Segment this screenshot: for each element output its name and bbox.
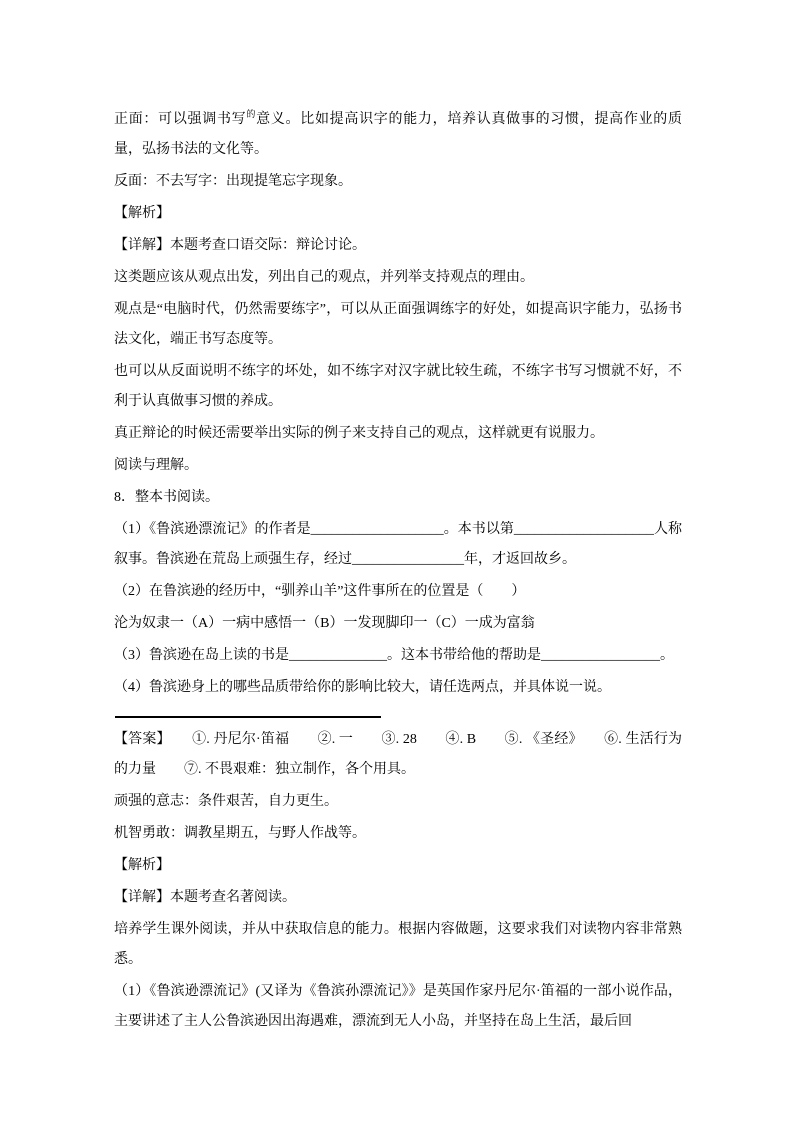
analysis1-paragraph-1: 这类题应该从观点出发，列出自己的观点，并列举支持观点的理由。 [114, 270, 534, 285]
question8-part1: （1）《鲁滨逊漂流记》的作者是___________________。本书以第____________________人称叙事。鲁滨逊在荒岛上顽强生存，经过________________年，才返回故乡。 [114, 522, 682, 567]
debate-front-text-rest: 意义。比如提高识字的能力，培养认真做事的习惯，提高作业的质量，弘扬书法的文化等。 [114, 112, 682, 157]
analysis2-paragraph-1: 培养学生课外阅读，并从中获取信息的能力。根据内容做题，这要求我们对读物内容非常熟悉。 [114, 922, 682, 967]
superscript-de-character: 的 [246, 109, 257, 119]
answer-separator-line [115, 716, 381, 718]
question8-part4: （4）鲁滨逊身上的哪些品质带给你的影响比较大，请任选两点，并具体说一说。 [114, 680, 611, 695]
analysis1-xiangjie-paragraph: 【详解】本题考查口语交际：辩论讨论。 [114, 238, 366, 253]
question8-part3: （3）鲁滨逊在岛上读的书是______________。这本书带给他的帮助是_________________。 [114, 648, 674, 663]
answer-line: 【答案】 ①. 丹尼尔·笛福 ②. 一 ③. 28 ④. B ⑤. 《圣经》 ⑥. 生活行为的力量 ⑦. 不畏艰难：独立制作，各个用具。 [114, 732, 682, 777]
analysis1-paragraph-4: 真正辩论的时候还需要举出实际的例子来支持自己的观点，这样就更有说服力。 [114, 426, 604, 441]
debate-front-text-pre: 正面：可以强调书写 [114, 112, 247, 127]
section-heading-reading: 阅读与理解。 [114, 458, 198, 473]
analysis1-paragraph-3: 也可以从反面说明不练字的坏处，如不练字对汉字就比较生疏，不练字书写习惯就不好，不利于认真做事习惯的养成。 [114, 364, 682, 409]
analysis2-paragraph-2: （1）《鲁滨逊漂流记》(又译为《鲁滨孙漂流记》》是英国作家丹尼尔·笛福的一部小说作品，主要讲述了主人公鲁滨逊因出海遇难，漂流到无人小岛，并坚持在岛上生活，最后回 [114, 984, 682, 1029]
question8-part2: （2）在鲁滨逊的经历中，“驯养山羊”这件事所在的位置是（ ） [114, 584, 526, 599]
analysis2-jiexi-label: 【解析】 [114, 858, 170, 873]
question8-title: 8．整本书阅读。 [114, 490, 219, 505]
answer-paragraph-2: 顽强的意志：条件艰苦，自力更生。 [114, 794, 338, 809]
debate-front-paragraph [114, 99, 682, 165]
analysis2-xiangjie-paragraph: 【详解】本题考查名著阅读。 [114, 890, 296, 905]
answer-paragraph-3: 机智勇敢：调教星期五，与野人作战等。 [114, 826, 366, 841]
analysis1-jiexi-label: 【解析】 [114, 206, 170, 221]
debate-back-paragraph: 反面：不去写字：出现提笔忘字现象。 [114, 174, 352, 189]
analysis1-paragraph-2: 观点是“电脑时代，仍然需要练字”，可以从正面强调练字的好处，如提高识字能力，弘扬书法文化，端正书写态度等。 [114, 302, 682, 347]
question8-part2-options: 沦为奴隶一（A）一病中感悟一（B）一发现脚印一（C）一成为富翁 [114, 616, 535, 631]
